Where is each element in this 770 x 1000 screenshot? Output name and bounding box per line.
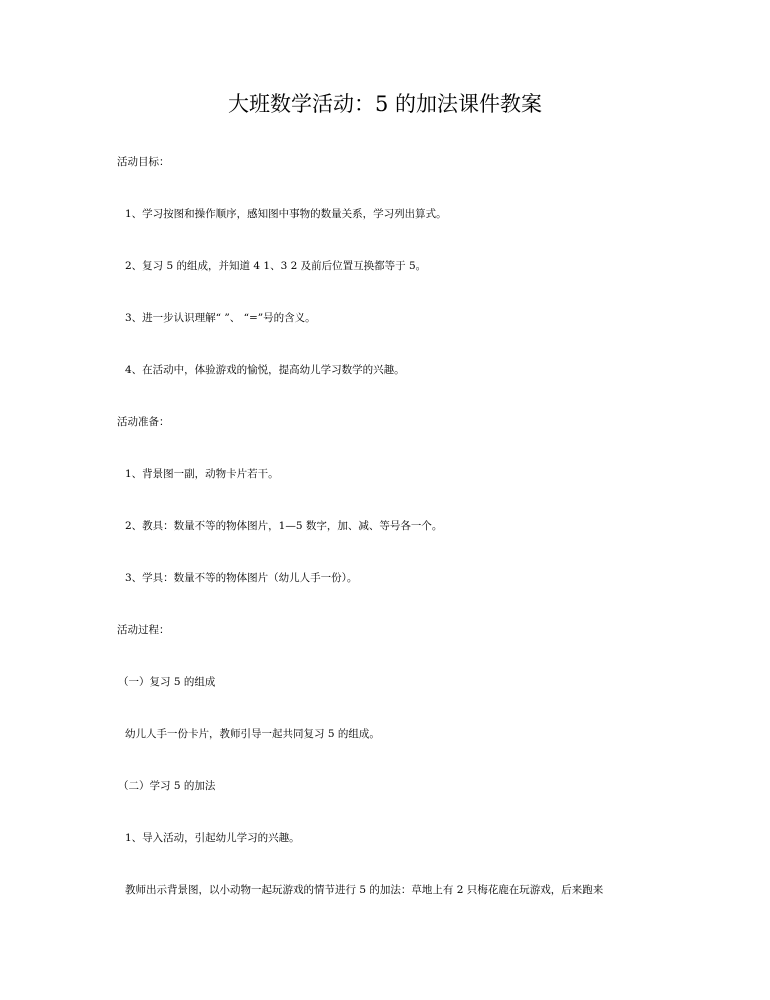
document-title: 大班数学活动：5 的加法课件教案 [227,92,543,116]
process-item-1: 1、导入活动，引起幼儿学习的兴趣。 [125,832,300,844]
process-subheading-1: （一）复习 5 的组成 [118,676,216,688]
section-heading-preparation: 活动准备： [117,416,170,428]
goal-item-2: 2、复习 5 的组成，并知道 4 1、3 2 及前后位置互换都等于 5。 [125,260,427,272]
goal-item-3: 3、进一步认识理解“ ”、 “=”号的含义。 [125,312,316,324]
section-heading-goals: 活动目标： [117,156,170,168]
section-heading-process: 活动过程： [117,624,170,636]
goal-item-4: 4、在活动中，体验游戏的愉悦，提高幼儿学习数学的兴趣。 [125,364,405,376]
process-paragraph-1: 幼儿人手一份卡片，教师引导一起共同复习 5 的组成。 [125,728,380,740]
preparation-item-3: 3、学具：数量不等的物体图片（幼儿人手一份）。 [125,572,358,584]
process-subheading-2: （二）学习 5 的加法 [118,780,216,792]
preparation-item-1: 1、背景图一副，动物卡片若干。 [125,468,279,480]
preparation-item-2: 2、教具：数量不等的物体图片，1—5 数字，加、减、等号各一个。 [125,520,443,532]
process-paragraph-2: 教师出示背景图，以小动物一起玩游戏的情节进行 5 的加法：草地上有 2 只梅花鹿在玩游戏，后来跑来 [125,884,604,896]
goal-item-1: 1、学习按图和操作顺序，感知图中事物的数量关系，学习列出算式。 [125,208,447,220]
